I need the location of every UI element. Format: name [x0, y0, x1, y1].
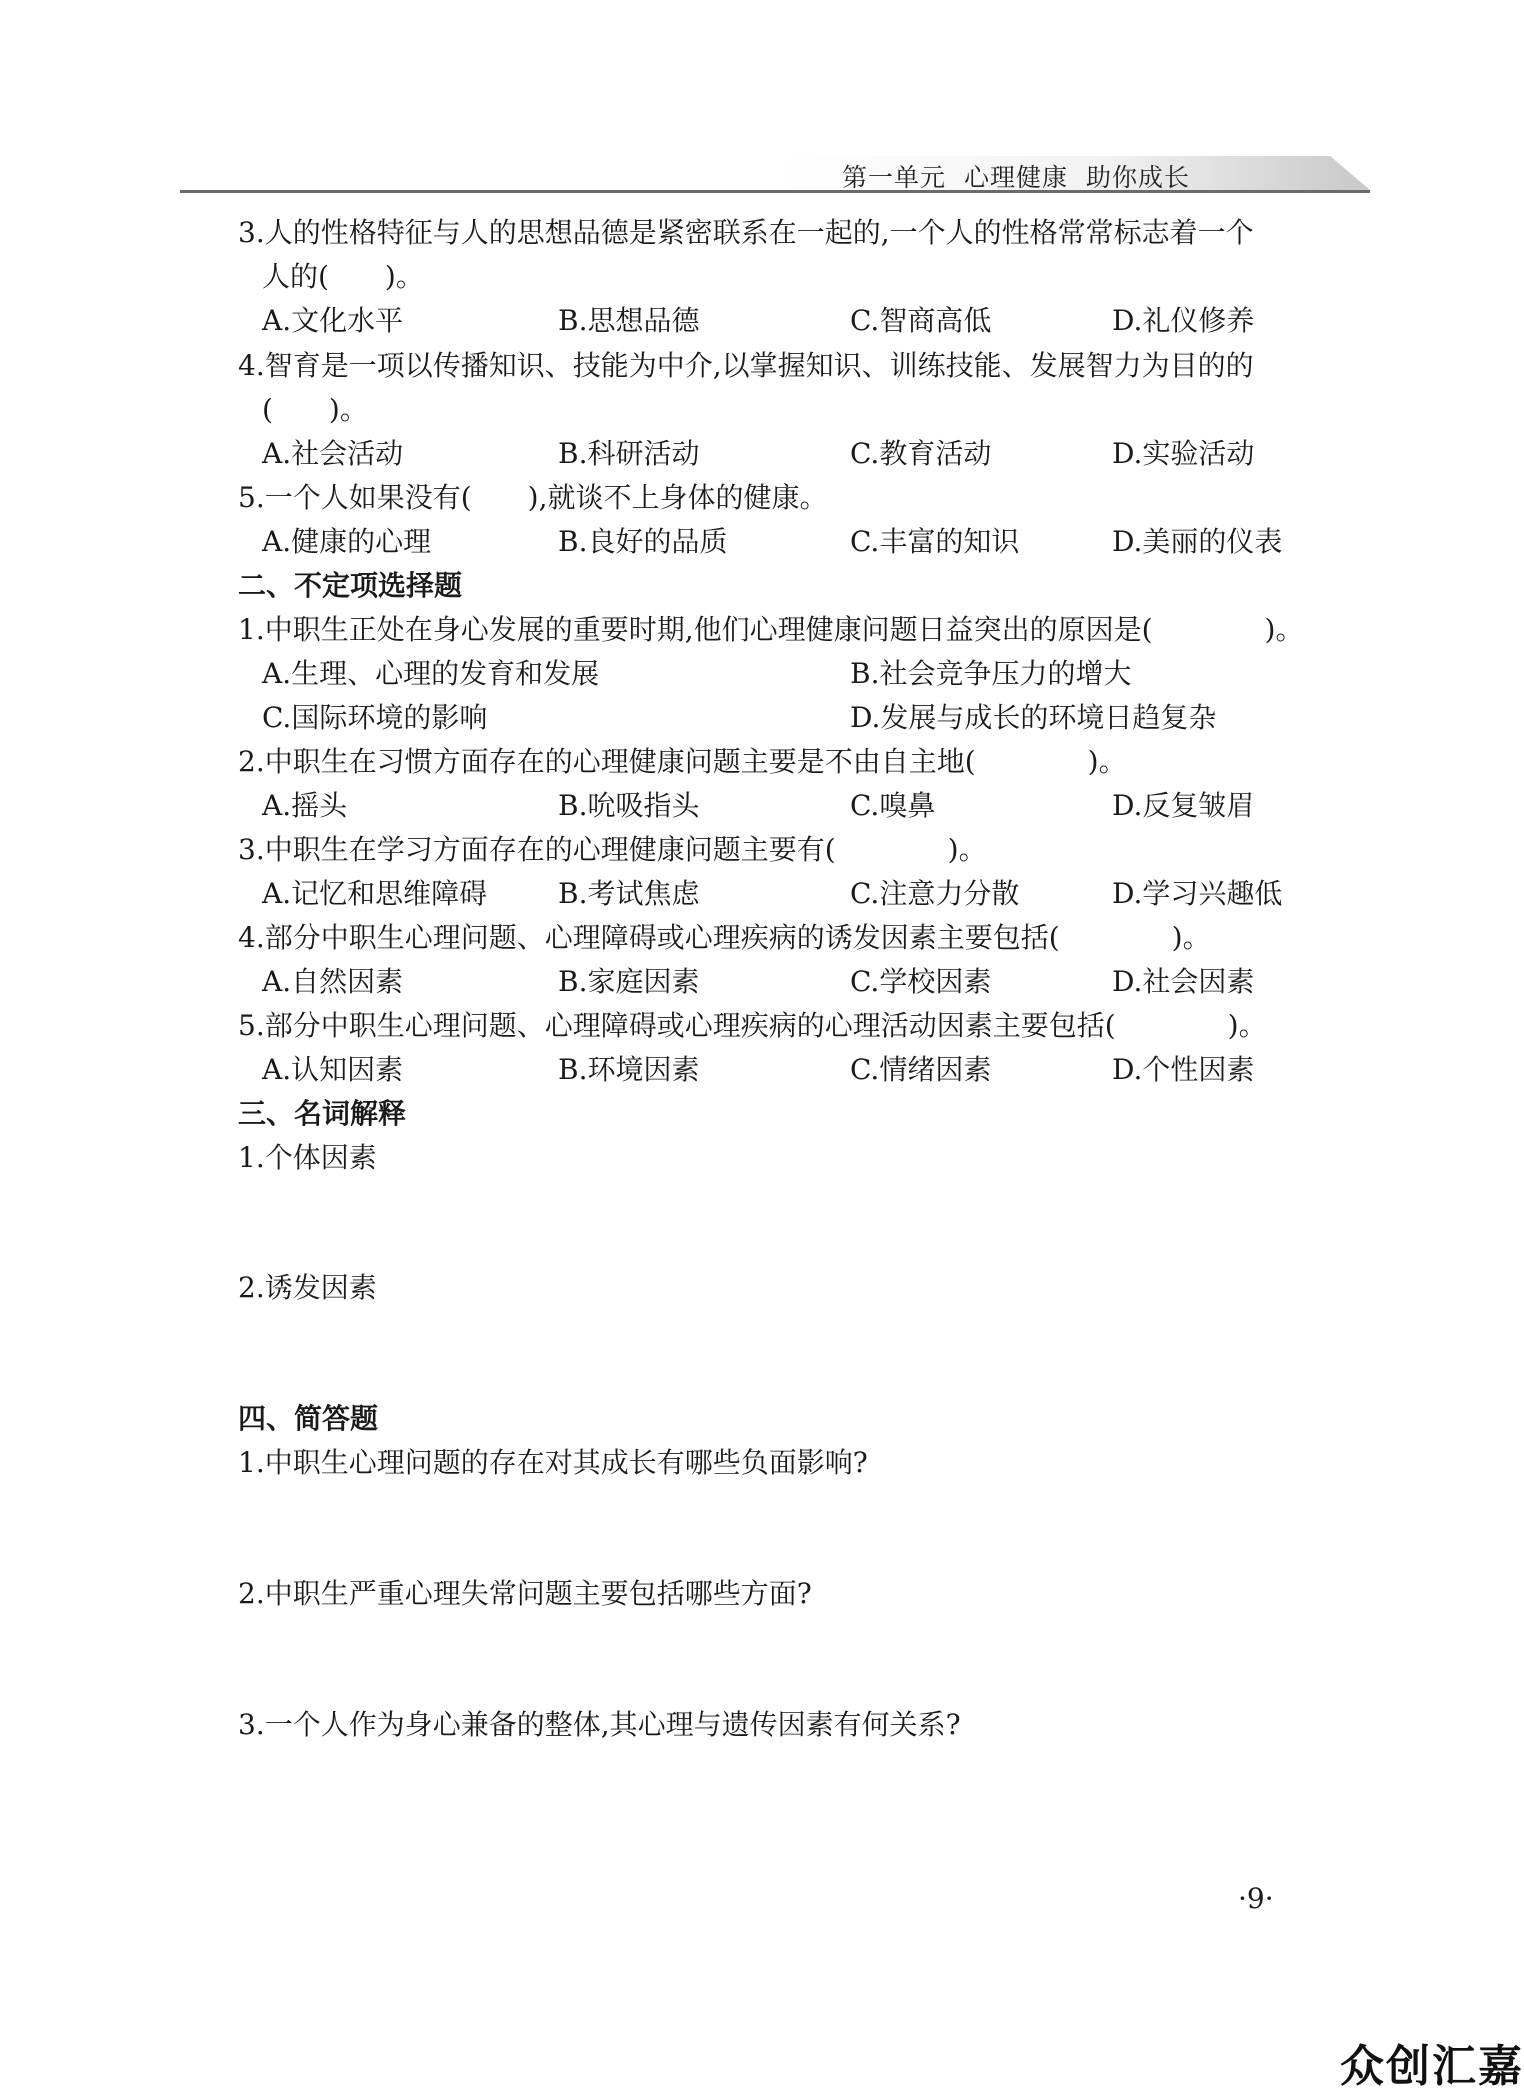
- s1-q3-opt-b: B.思想品德: [558, 304, 700, 337]
- header-bar: [180, 156, 1370, 194]
- s1-q4-line2: ( )。: [262, 393, 368, 426]
- s1-q4-opt-d: D.实验活动: [1112, 437, 1255, 470]
- s2-q4-opt-a: A.自然因素: [262, 965, 404, 998]
- s2-q2-opt-d: D.反复皱眉: [1112, 789, 1255, 822]
- s2-q3-opt-b: B.考试焦虑: [558, 877, 700, 910]
- s4-item-3: 3.一个人作为身心兼备的整体,其心理与遗传因素有何关系?: [238, 1708, 961, 1741]
- s1-q3-opt-d: D.礼仪修养: [1112, 304, 1255, 337]
- s1-q5-opt-b: B.良好的品质: [558, 525, 728, 558]
- s2-q1-opt-b: B.社会竞争压力的增大: [850, 657, 1132, 690]
- s2-q1-opt-c: C.国际环境的影响: [262, 701, 488, 734]
- header-title-part2: 助你成长: [1086, 163, 1191, 192]
- s2-q3-opt-c: C.注意力分散: [850, 877, 1020, 910]
- s2-q1-opt-d: D.发展与成长的环境日趋复杂: [850, 701, 1217, 734]
- s1-q3-opt-c: C.智商高低: [850, 304, 992, 337]
- s1-q3-line2: 人的( )。: [262, 260, 424, 293]
- s2-q4-opt-d: D.社会因素: [1112, 965, 1255, 998]
- s2-q5-opt-a: A.认知因素: [262, 1053, 404, 1086]
- s2-q5-opt-c: C.情绪因素: [850, 1053, 992, 1086]
- s1-q5-line1: 5.一个人如果没有( ),就谈不上身体的健康。: [238, 481, 828, 514]
- s2-q2-opt-b: B.吮吸指头: [558, 789, 700, 822]
- s3-item-2: 2.诱发因素: [238, 1271, 377, 1304]
- section4-title: 四、简答题: [238, 1402, 379, 1435]
- s1-q3-line1: 3.人的性格特征与人的思想品德是紧密联系在一起的,一个人的性格常常标志着一个: [238, 216, 1254, 249]
- s1-q5-opt-d: D.美丽的仪表: [1112, 525, 1283, 558]
- s2-q2-opt-c: C.嗅鼻: [850, 789, 936, 822]
- s1-q4-line1: 4.智育是一项以传播知识、技能为中介,以掌握知识、训练技能、发展智力为目的的: [238, 349, 1254, 382]
- s2-q2-line1: 2.中职生在习惯方面存在的心理健康问题主要是不由自主地( )。: [238, 745, 1127, 778]
- page-number: ·9·: [1238, 1882, 1274, 1915]
- s1-q5-opt-a: A.健康的心理: [262, 525, 432, 558]
- s2-q4-opt-b: B.家庭因素: [558, 965, 700, 998]
- s2-q3-opt-a: A.记忆和思维障碍: [262, 877, 488, 910]
- s2-q1-line1: 1.中职生正处在身心发展的重要时期,他们心理健康问题日益突出的原因是( )。: [238, 613, 1304, 646]
- s3-item-1: 1.个体因素: [238, 1141, 377, 1174]
- header-title: [842, 158, 1190, 194]
- s2-q5-line1: 5.部分中职生心理问题、心理障碍或心理疾病的心理活动因素主要包括( )。: [238, 1009, 1267, 1042]
- watermark-logo: 众创汇嘉: [1340, 2041, 1524, 2092]
- s4-item-2: 2.中职生严重心理失常问题主要包括哪些方面?: [238, 1577, 812, 1610]
- header-title-part1: 心理健康: [964, 163, 1069, 192]
- header-unit: 第一单元: [842, 163, 947, 192]
- s2-q5-opt-b: B.环境因素: [558, 1053, 700, 1086]
- s1-q4-opt-c: C.教育活动: [850, 437, 992, 470]
- s1-q5-opt-c: C.丰富的知识: [850, 525, 1020, 558]
- s2-q3-line1: 3.中职生在学习方面存在的心理健康问题主要有( )。: [238, 833, 987, 866]
- header-decoration: [180, 156, 1370, 194]
- s2-q4-opt-c: C.学校因素: [850, 965, 992, 998]
- s1-q3-opt-a: A.文化水平: [262, 304, 404, 337]
- section3-title: 三、名词解释: [238, 1097, 407, 1130]
- s2-q2-opt-a: A.摇头: [262, 789, 348, 822]
- s2-q4-line1: 4.部分中职生心理问题、心理障碍或心理疾病的诱发因素主要包括( )。: [238, 921, 1211, 954]
- s2-q5-opt-d: D.个性因素: [1112, 1053, 1255, 1086]
- s4-item-1: 1.中职生心理问题的存在对其成长有哪些负面影响?: [238, 1446, 868, 1479]
- s1-q4-opt-b: B.科研活动: [558, 437, 700, 470]
- s2-q3-opt-d: D.学习兴趣低: [1112, 877, 1283, 910]
- section2-title: 二、不定项选择题: [238, 569, 463, 602]
- s2-q1-opt-a: A.生理、心理的发育和发展: [262, 657, 600, 690]
- s1-q4-opt-a: A.社会活动: [262, 437, 404, 470]
